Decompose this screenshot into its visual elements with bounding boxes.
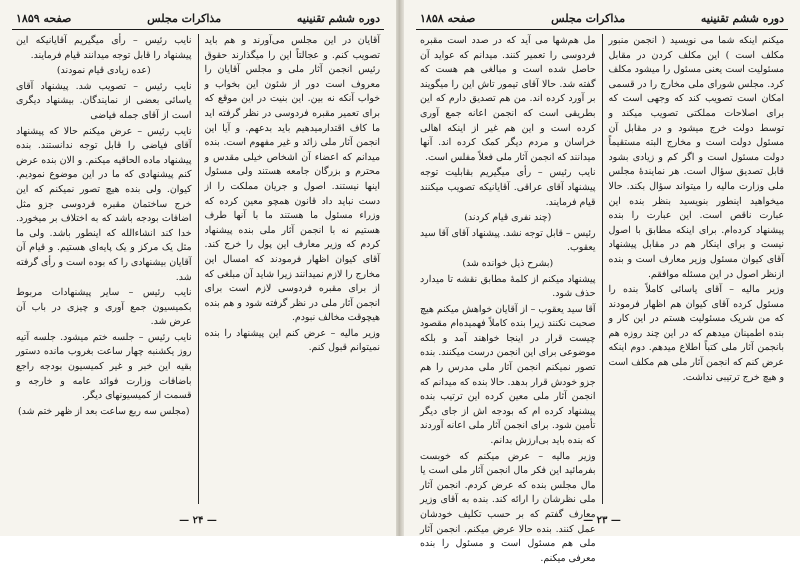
header-session: دوره ششم تقنینیه: [700, 11, 784, 25]
column-right: [605, 34, 789, 504]
paragraph: نایب رئیس – جلسه ختم میشود. جلسه آتیه روز یکشنبه چهار ساعت بغروب مانده دستور بقیه این خبر و غیر کمیسیون بودجه راجع باضافات وزارت فوائد عامه و خارجه و قسمت از کمیسیونهای دیگر.: [16, 331, 192, 402]
page-header: [12, 10, 384, 26]
page-footer: — ۲۴ —: [179, 515, 217, 526]
header-title: مذاکرات مجلس: [551, 11, 626, 25]
column-left: [416, 34, 600, 564]
paragraph: وزیر مالیه – عرض کنم این پیشنهاد را بنده نمیتوانم قبول کنم.: [204, 327, 380, 354]
header-rule: [416, 29, 788, 30]
paragraph: وزیر مالیه – عرض میکنم که خوبست بفرمائید این فکر مال انجمن آثار ملی است یا مال مجلس بنده که عرض کردم. انجمن آثار ملی نظرشان را ارائه کند. بنده به آقای وزیر معارف گفتم که بر حسب تکلیف خودشان عمل کنند. بنده حالا عرض میکنم. انجمن آثار ملی هم مسئول است و مسئول را بنده معرفی میکنم.: [420, 450, 596, 564]
page-footer: — ۲۳ —: [583, 515, 621, 526]
right-page: [404, 0, 800, 564]
paragraph: پیشنهاد میکنم از کلمهٔ مطابق نقشه تا میدارد حذف شود.: [420, 273, 596, 300]
paragraph: (مجلس سه ربع ساعت بعد از ظهر ختم شد): [17, 405, 190, 417]
paragraph: میکنم اینکه شما می نویسید ( انجمن منبور مکلف است ) این مکلف کردن در مقابل مسئولیت است یعنی مسئول را میشود مکلف کرد. مجلس شورای ملی مخارج را در قسمی امکان است تصویب کند که وجهی است که برای اصلاحات مملکتی تصویب میکند و توسط دولت خرج میشود و در مقابل آن مسئول دولت است و مخارج البته مستقیماً دولت مسئول است و اگر کم و زیادی بشود قابل تصدیق سؤال است. هر نمایندهٔ مجلس ملی وزارت مالیه را میتواند سؤال بکند. حالا میخواهید اینطور بنویسید بنظر بنده این عبارت ناقص است. این عبارت را بنده پیشنهاد کرده‌ام. برای اینکه مطابق با اصول نیست و برای اینکار هم در مقابل پیشنهاد آقای کیوان مسئول وزیر معارف است و بنده ازنظر اصول در این مسئله موافقم.: [608, 35, 784, 280]
header-title: مذاکرات مجلس: [147, 11, 222, 25]
paragraph: نایب رئیس – سایر پیشنهادات مربوط بکمیسیون جمع آوری و چیزی در باب آن عرض شد.: [16, 287, 192, 328]
column-right: [201, 34, 385, 504]
paragraph: نایب رئیس – عرض میکنم حالا که پیشنهاد آقای فیاضی را قابل توجه ندانستند. بنده پیشنهاد ماده الحاقیه میکنم. و الان بنده عرض کنم پیشنهادی که ما در این موضوع نمودیم. کیوان. ولی بنده هیچ تصور نمیکنم که این خرج ساختمان مقبره فردوسی جزو مثل اضافات بودجه باشد که به اختلاف بر میخورد. خدا کند انشاءالله که اینطور باشد. ولی ما مثل یک مرکز و یک پایه‌ای هستیم. و قیام آن آقایان بیشنهادی را که بوده است و رأی گرفته شد.: [16, 125, 192, 283]
header-page-number: صفحه ۱۸۵۹: [16, 11, 72, 25]
column-divider: [602, 34, 603, 504]
left-page: [0, 0, 396, 536]
paragraph: وزیر مالیه – آقای یاسائی کاملاً بنده را مسئول کرده آقای کیوان هم اظهار فرمودند که من شریک مسئولیت هستم در این کار و بنده اطمینان میدهم که در این چند روزه هم بانجمن آثار ملی کتباً اطلاع میدهم. دوم اینکه عرض کنم که انجمن آثار ملی هم مکلف است و هیچ خرج ترتیبی نداشت.: [608, 284, 784, 383]
header-session: دوره ششم تقنینیه: [296, 11, 380, 25]
paragraph: نایب رئیس – رأی میگیریم آقایانیکه این پیشنهاد را قابل توجه میدانند قیام فرمایند.: [16, 35, 192, 61]
paragraph: آقا سید یعقوب – از آقایان خواهش میکنم هیچ صحبت نکنند زیرا بنده کاملاً فهمیده‌ام مقصود چیست قرار در اینجا خواهند آمد و بلکه موضوعی برای این انجمن درست میکنند. بنده تصور نمیکنم انجمن آثار ملی مدرس را هم جزو خودش قرار بدهد. حالا بنده که میدانم که انجمن آثار ملی معین کرده این ترتیب بنده پیشنهاد کرده ام که بودجه اش از جای دیگر تأمین شود. برای انجمن آثار ملی اعانه آوردند که بنده باید بی‌ارزش بدانم.: [420, 303, 596, 447]
paragraph: (عده زیادی قیام نمودند): [56, 65, 151, 77]
paragraph: نایب رئیس – رأی میگیریم بقابلیت توجه پیشنهاد آقای عراقی. آقایانیکه تصویب میکنند قیام فرمایند.: [420, 167, 596, 208]
paragraph: رئیس – قابل توجه نشد. پیشنهاد آقای آقا سید یعقوب.: [420, 227, 596, 254]
paragraph: (چند نفری قیام کردند): [464, 212, 552, 224]
paragraph: نایب رئیس – تصویب شد. پیشنهاد آقای یاسائی بعضی از نمایندگان. بیشنهاد دیگری است از آقای جمله فیاضی: [16, 80, 192, 121]
header-page-number: صفحه ۱۸۵۸: [420, 11, 476, 25]
text-columns: [12, 34, 384, 504]
page-header: [416, 10, 788, 26]
column-divider: [198, 34, 199, 504]
book-gutter: [396, 0, 404, 536]
column-left: [12, 34, 196, 504]
paragraph: مل هم‌شها می آید که در صدد است مقبره فردوسی را تعمیر کنند. میدانم که عواید آن حاصل شده است و مبالغی هم هست که گفته شد. حالا آقای تیمور تاش این را میگویند بر آورد کرده اند. من هم تصدیق دارم که این بطریقی است که انجمن اعانه جمع آوری کرده است و این هم غیر از اینکه اهالی خراسان و مردم دیگر کمک کرده اند. آنها میدانند که انجمن آثار ملی فعلاً مفلس است.: [420, 35, 596, 163]
header-rule: [12, 29, 384, 30]
paragraph: آقایان در این مجلس می‌آورند و هم باید تصویب کنم. و عجالتاً این را میگذارند حقوق رئیس انجمن آثار ملی و مجلس آقایان را معروف است دور از شئون این بخواب و خواب آنکه نه بین. این بنیت در این موقع که برای تعمیر مقبره فردوسی در نظر گرفته اید ما کاف اقتدارمیدهیم باید بدعهم. و آیا این انجمن آثار ملی زائد و غیر مفهوم است. بنده میدانم که اعضاء آن اشخاص خیلی مقدس و محترم و بزرگان جامعه هستند ولی مسئول اینها نیستند. اصول و جریان مملکت را از دست نباید داد قانون همچو معین کرده که وزراء مسئول ما هستند ما با آنها طرف هستیم نه با انجمن آثار ملی بنده پیشنهاد کردم که وزیر معارف این پول را خرج کند. آقای کیوان اظهار فرمودند که امسال این مخارج را لازم نمیدانند زیرا شاید آن مبلغی که از برای مقبره فردوسی لازم است برای انجمن آثار ملی در نظر گرفته شود و هم بنده هیچوقت مخالف نبودم.: [204, 35, 380, 324]
paragraph: (بشرح ذیل خوانده شد): [462, 257, 554, 269]
